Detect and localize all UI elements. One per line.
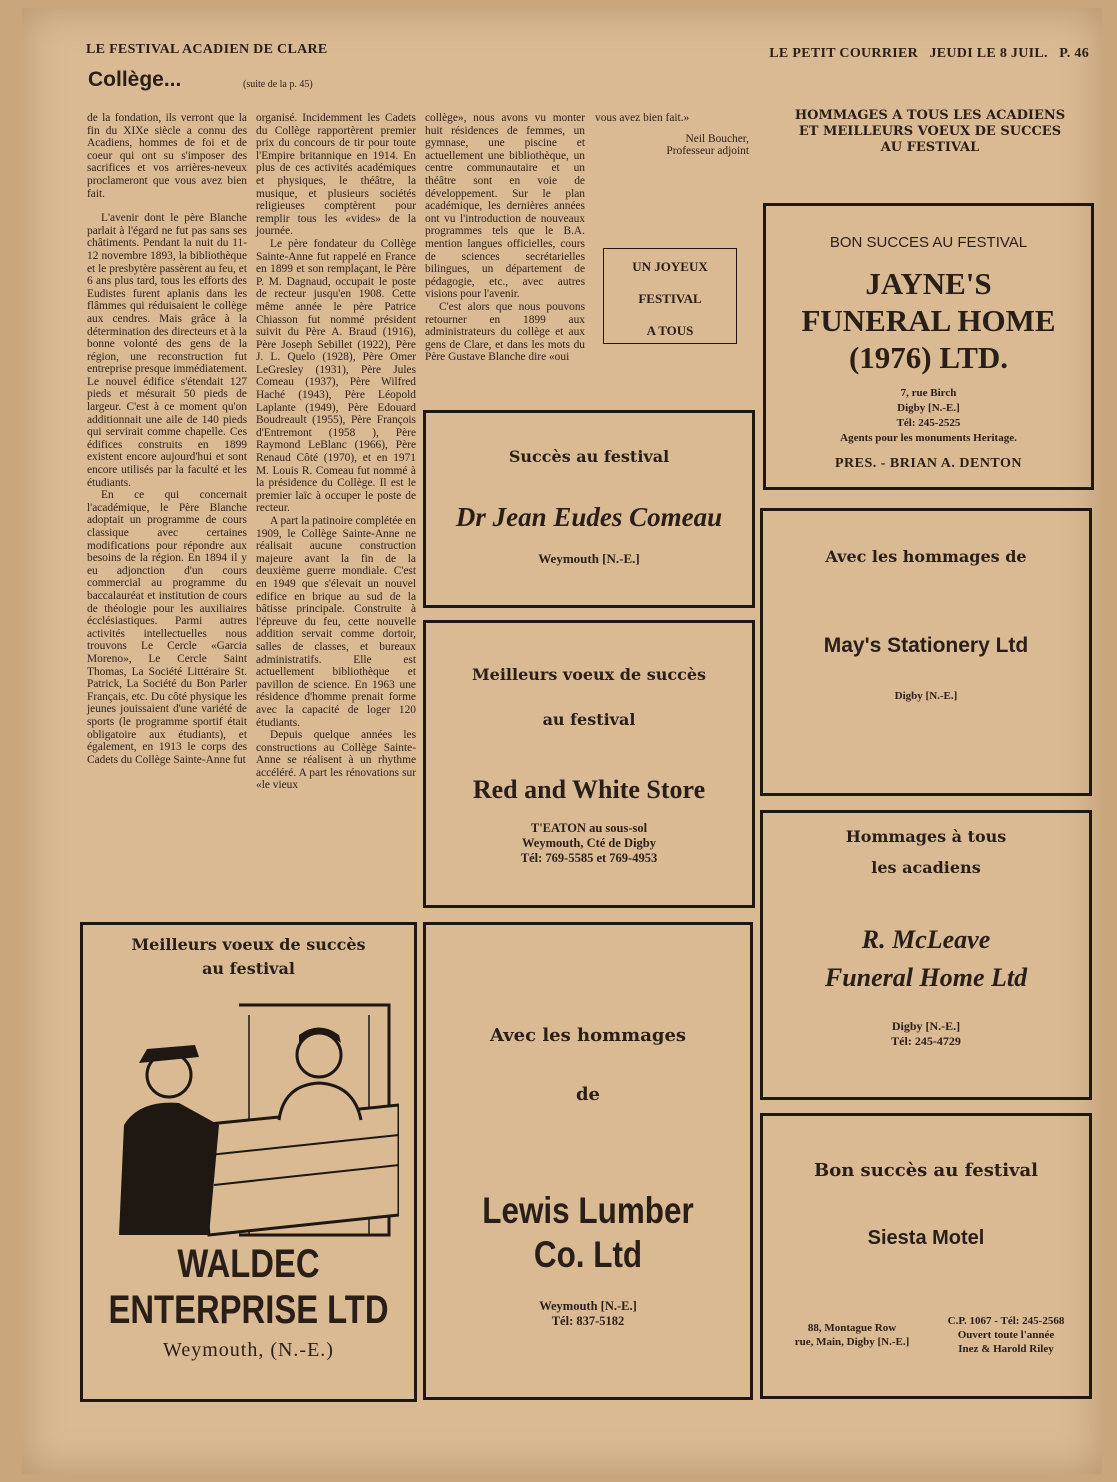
man-right-icon: [279, 1028, 361, 1121]
ad-tagline: BON SUCCES AU FESTIVAL: [829, 234, 1028, 251]
ad-place: Digby [N.-E.]: [894, 690, 958, 702]
paragraph: de la fondation, ils verront que la fin du XIXe siècle a connu des Acadiens, hommes de foi et de coeur qui ont su s'imposer des sacrifices et vos arrières-neveux proclameront que vous avez bien fait.: [87, 112, 247, 200]
address: T'EATON au sous-sol: [530, 821, 648, 835]
owners: Inez & Harold Riley: [958, 1343, 1054, 1355]
paragraph: Depuis quelque années les constructions au Collège Sainte-Anne se réalisent à un rhythme accéléré. A part les rénovations sur «le vieux: [256, 729, 416, 792]
ad-tagline: Hommages à tous: [845, 827, 1007, 846]
ad-note: Agents pour les monuments Heritage.: [840, 432, 1017, 444]
city: Digby [N.-E.]: [897, 402, 960, 414]
city: Weymouth, Cté de Digby: [521, 836, 657, 850]
phone: Tél: 245-2525: [896, 417, 961, 429]
article-column-2: [256, 112, 416, 792]
ad-tagline: Avec les hommages de: [825, 547, 1027, 566]
paragraph: collège», nous avons vu monter huit résidences de femmes, un gymnase, une piscine et actuellement une bibliothèque, un centre communautaire et un théâtre sont en voie de développement. Sur le plan académique, les dernières années ont vu l'introduction de nouveaux programmes tels que le B.A. mention langues officielles, cours de sciences secrétarielles bilingues, un département de pédagogie, etc., avec autres visions pour l'avenir.: [425, 112, 585, 301]
paragraph: A part la patinoire complétée en 1909, le Collège Sainte-Anne ne réalisait aucune construction majeure avant la fin de la deuxième guerre mondiale. C'est en 1949 que s'élevait un nouvel edifice en brique au sud de la bâtisse principale. Construite à l'épreuve du feu, cette nouvelle addition servait comme dortoir, salles de classes, et bureaux administratifs. Elle est actuellement bibliothèque et pavillon de science. En 1963 une résidence d'homme prenait forme avec la capacité de loger 120 étudiants.: [256, 515, 416, 729]
name-line: (1976) LTD.: [848, 340, 1009, 375]
address: rue, Main, Digby [N.-E.]: [794, 1336, 910, 1348]
ad-tagline: au festival: [202, 959, 295, 978]
ad-line: ET MEILLEURS VOEUX DE SUCCES: [798, 124, 1062, 139]
ad-red-and-white-store: [423, 620, 755, 908]
city: Weymouth [N.-E.]: [539, 1299, 637, 1313]
ad-business-name: Dr Jean Eudes Comeau: [455, 502, 723, 532]
ad-line: HOMMAGES A TOUS LES ACADIENS: [794, 108, 1066, 123]
ad-tagline: Meilleurs voeux de succès: [471, 665, 707, 684]
ad-line: UN JOYEUX: [632, 259, 708, 274]
ad-business-name: [766, 265, 1091, 376]
crate-icon: [199, 1105, 399, 1235]
ad-line: FESTIVAL: [638, 291, 702, 306]
city: Digby [N.-E.]: [891, 1019, 961, 1033]
article-column-1: [87, 112, 247, 766]
ad-lewis-lumber: [423, 922, 753, 1400]
ad-tagline: les acadiens: [871, 858, 981, 877]
name-line: R. McLeave: [861, 925, 991, 954]
name-line: Funeral Home Ltd: [824, 963, 1028, 992]
name-line: FUNERAL HOME: [801, 303, 1056, 338]
paragraph: Le père fondateur du Collège Sainte-Anne fut rappelé en France en 1899 et son remplaçant, le Père P. M. Dagnaud, occupait le poste de recteur jusqu'en 1908. Cette même année le père Patrice Chiasson fut nommé président suivit du Père A. Braud (1916), Père Joseph Sebillet (1922), Père J. L. Quelo (1928), Père Omer LeGresley (1931), Père Jules Comeau (1937), Père Wilfred Haché (1943), Père Léopold Laplante (1949), Père Edouard Boudreault (1955), Père François d'Entremont (1958 ), Père Raymond LeBlanc (1966), Père Renaud Côté (1970), et en 1971 M. Louis R. Comeau fut nommé à la présidence du Collège. Il est le premier laïc à occuper le poste de recteur.: [256, 237, 416, 515]
address: 88, Montague Row: [807, 1322, 897, 1334]
paragraph: L'avenir dont le père Blanche parlait à l'égard ne fut pas sans ses châtiments. Pendant la nuit du 11-12 novembre 1893, la bibliothèque et le presbytère passèrent au feu, et 6 ans plus tard, tous les efforts des Eudistes furent aplanis dans les flâmmes qui réduisaient le collège aux cendres. Mais grâce à la détermination des directeurs et à la bonne volonté des gens de la région, une reconstruction fut entreprise presque immédiatement. Le nouvel édifice s'étendait 127 pieds et mésurait 50 pieds de largeur. C'est à ce moment qu'on additionnait une aile de 140 pieds qui servirait comme chapelle. Ces édifices construits en 1899 existent encore aujourd'hui et sont encore utilisés par la faculté et les étudiants.: [87, 212, 247, 489]
ad-place: Weymouth, (N.-E.): [163, 1339, 334, 1361]
continued-note: (suite de la p. 45): [243, 79, 313, 90]
ad-tagline: Bon succès au festival: [813, 1160, 1039, 1181]
paragraph: organisé. Incidemment les Cadets du Collège rapportèrent premier prix du concours de tir pour toute l'Empire britannique en 1914. En plus de ces activités académiques et physiques, le théâtre, la musique, et plusieurs sociétés religieuses comptèrent pour remplir tous les «vides» de la journée.: [256, 112, 416, 238]
article-column-4: [595, 112, 755, 158]
ad-mcleave-funeral-home: [760, 810, 1092, 1100]
name-line: ENTERPRISE LTD: [108, 1288, 389, 1332]
ad-un-joyeux-festival: [603, 248, 737, 344]
phone: C.P. 1067 - Tél: 245-2568: [947, 1315, 1065, 1327]
paragraph: C'est alors que nous pouvons retourner en 1899 aux administrateurs du collège et aux gens de Clare, et dans les mots du Père Gustave Blanche dire «oui: [425, 300, 585, 364]
ad-mays-stationery: [760, 508, 1092, 796]
ad-tagline: Meilleurs voeux de succès: [131, 935, 366, 954]
salesman-illustration: [99, 985, 399, 1245]
ad-line: A TOUS: [646, 323, 694, 338]
name-line: WALDEC: [177, 1242, 320, 1286]
ad-line: AU FESTIVAL: [880, 140, 980, 155]
ad-hommages-banner: [765, 108, 1095, 156]
author-title: Professeur adjoint: [666, 145, 749, 158]
name-line: Lewis Lumber: [482, 1190, 694, 1231]
phone: Tél: 245-4729: [891, 1034, 961, 1048]
ad-jaynes-funeral-home: [763, 203, 1094, 490]
hours: Ouvert toute l'année: [957, 1329, 1055, 1341]
section-header: LE FESTIVAL ACADIEN DE CLARE: [86, 42, 328, 57]
name-line: Co. Ltd: [533, 1234, 643, 1275]
address: 7, rue Birch: [900, 387, 957, 399]
man-left-icon: [119, 1045, 219, 1235]
ad-place: Weymouth [N.-E.]: [538, 551, 640, 566]
phone: Tél: 837-5182: [551, 1314, 625, 1328]
paragraph: vous avez bien fait.»: [595, 112, 690, 124]
ad-tagline: Succès au festival: [508, 447, 670, 466]
ad-business-name: Siesta Motel: [867, 1227, 985, 1249]
ad-tagline: de: [575, 1084, 601, 1105]
paragraph: En ce qui concernait l'académique, le Père Blanche adoptait un programme de cours classique avec certaines modifications pour répondre aux besoins de la région. En 1894 il y eu adjonction d'un cours commercial au programme du baccalauréat et institution de cours de théologie pour les auxiliaires écclésiastiques. Parmi autres activités intellectuelles nous trouvons Le Cercle «Garcia Moreno», Le Cercle Saint Thomas, La Société Littéraire St. Patrick, La Société du Bon Parler Français, etc. Du côté physique les jeunes jouissaient d'une variété de sports (le programme sportif était obligatoire aux étudiants), et également, en 1913 le corps des Cadets du Collège Sainte-Anne fut: [87, 489, 247, 766]
ad-siesta-motel: [760, 1113, 1092, 1399]
name-line: JAYNE'S: [865, 266, 992, 301]
article-title: Collège...: [88, 68, 182, 91]
ad-business-name: Red and White Store: [472, 775, 706, 804]
ad-president: PRES. - BRIAN A. DENTON: [834, 456, 1023, 471]
ad-waldec-enterprise: [80, 922, 417, 1402]
ad-tagline: au festival: [542, 710, 636, 729]
ad-tagline: Avec les hommages: [489, 1025, 687, 1046]
article-column-3: [425, 112, 585, 364]
ad-business-name: May's Stationery Ltd: [823, 634, 1029, 657]
author-name: Neil Boucher,: [685, 132, 749, 145]
masthead-date-page: LE PETIT COURRIER JEUDI LE 8 JUIL. P. 46: [769, 46, 1089, 61]
phone: Tél: 769-5585 et 769-4953: [520, 851, 658, 865]
ad-dr-comeau: [423, 410, 755, 608]
